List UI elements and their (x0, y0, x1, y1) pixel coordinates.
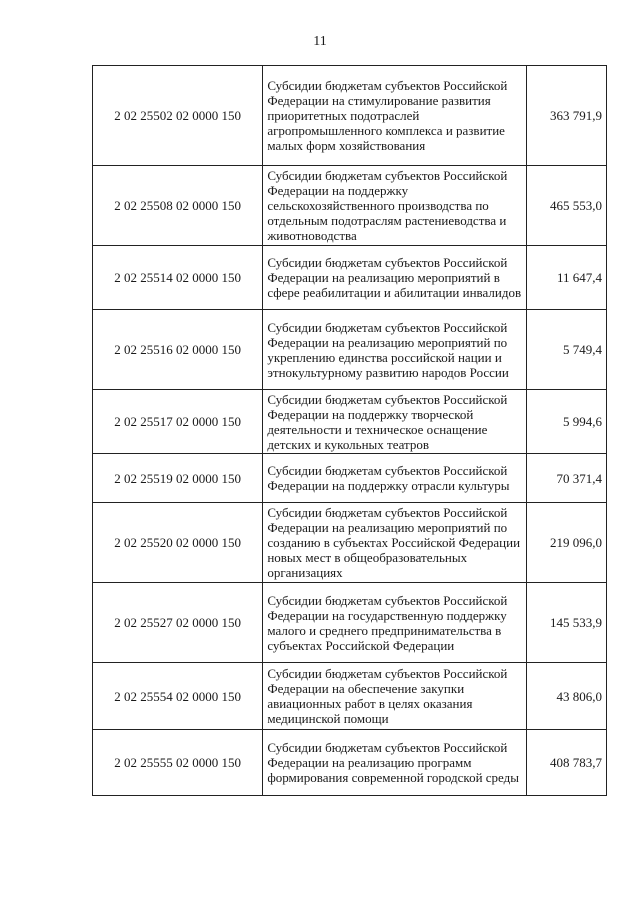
budget-item-name: Субсидии бюджетам субъектов Российской Федерации на реализацию мероприятий по созданию в субъектах Российской Федерации новых мест в общеобразовательных организациях (263, 503, 527, 583)
budget-amount: 43 806,0 (526, 663, 606, 730)
budget-amount: 219 096,0 (526, 503, 606, 583)
budget-code: 2 02 25517 02 0000 150 (93, 390, 263, 454)
table-row (93, 246, 607, 310)
budget-amount: 5 749,4 (526, 310, 606, 390)
page-number: 11 (313, 34, 327, 49)
table-row (93, 390, 607, 454)
budget-code: 2 02 25516 02 0000 150 (93, 310, 263, 390)
budget-amount: 70 371,4 (526, 454, 606, 503)
budget-item-name: Субсидии бюджетам субъектов Российской Федерации на поддержку отрасли культуры (263, 454, 527, 503)
budget-item-name: Субсидии бюджетам субъектов Российской Федерации на государственную поддержку малого и среднего предпринимательства в субъектах Российской Федерации (263, 583, 527, 663)
table-row (93, 310, 607, 390)
budget-item-name: Субсидии бюджетам субъектов Российской Федерации на реализацию мероприятий в сфере реабилитации и абилитации инвалидов (263, 246, 527, 310)
budget-amount: 408 783,7 (526, 730, 606, 796)
budget-amount: 5 994,6 (526, 390, 606, 454)
budget-amount: 145 533,9 (526, 583, 606, 663)
table-row (93, 166, 607, 246)
budget-item-name: Субсидии бюджетам субъектов Российской Федерации на обеспечение закупки авиационных работ в целях оказания медицинской помощи (263, 663, 527, 730)
budget-table (92, 65, 607, 796)
budget-item-name: Субсидии бюджетам субъектов Российской Федерации на поддержку творческой деятельности и техническое оснащение детских и кукольных театров (263, 390, 527, 454)
budget-item-name: Субсидии бюджетам субъектов Российской Федерации на реализацию мероприятий по укреплению единства российской нации и этнокультурному развитию народов России (263, 310, 527, 390)
budget-item-name: Субсидии бюджетам субъектов Российской Федерации на поддержку сельскохозяйственного производства по отдельным подотраслям растениеводства и животноводства (263, 166, 527, 246)
budget-code: 2 02 25502 02 0000 150 (93, 66, 263, 166)
budget-code: 2 02 25554 02 0000 150 (93, 663, 263, 730)
table-row (93, 454, 607, 503)
table-row (93, 583, 607, 663)
budget-amount: 363 791,9 (526, 66, 606, 166)
budget-item-name: Субсидии бюджетам субъектов Российской Федерации на стимулирование развития приоритетных подотраслей агропромышленного комплекса и развитие малых форм хозяйствования (263, 66, 527, 166)
table-row (93, 663, 607, 730)
budget-code: 2 02 25508 02 0000 150 (93, 166, 263, 246)
budget-item-name: Субсидии бюджетам субъектов Российской Федерации на реализацию программ формирования современной городской среды (263, 730, 527, 796)
budget-code: 2 02 25527 02 0000 150 (93, 583, 263, 663)
table-row (93, 503, 607, 583)
budget-amount: 11 647,4 (526, 246, 606, 310)
budget-code: 2 02 25520 02 0000 150 (93, 503, 263, 583)
table-row (93, 730, 607, 796)
budget-amount: 465 553,0 (526, 166, 606, 246)
budget-code: 2 02 25519 02 0000 150 (93, 454, 263, 503)
budget-code: 2 02 25514 02 0000 150 (93, 246, 263, 310)
table-row (93, 66, 607, 166)
budget-code: 2 02 25555 02 0000 150 (93, 730, 263, 796)
